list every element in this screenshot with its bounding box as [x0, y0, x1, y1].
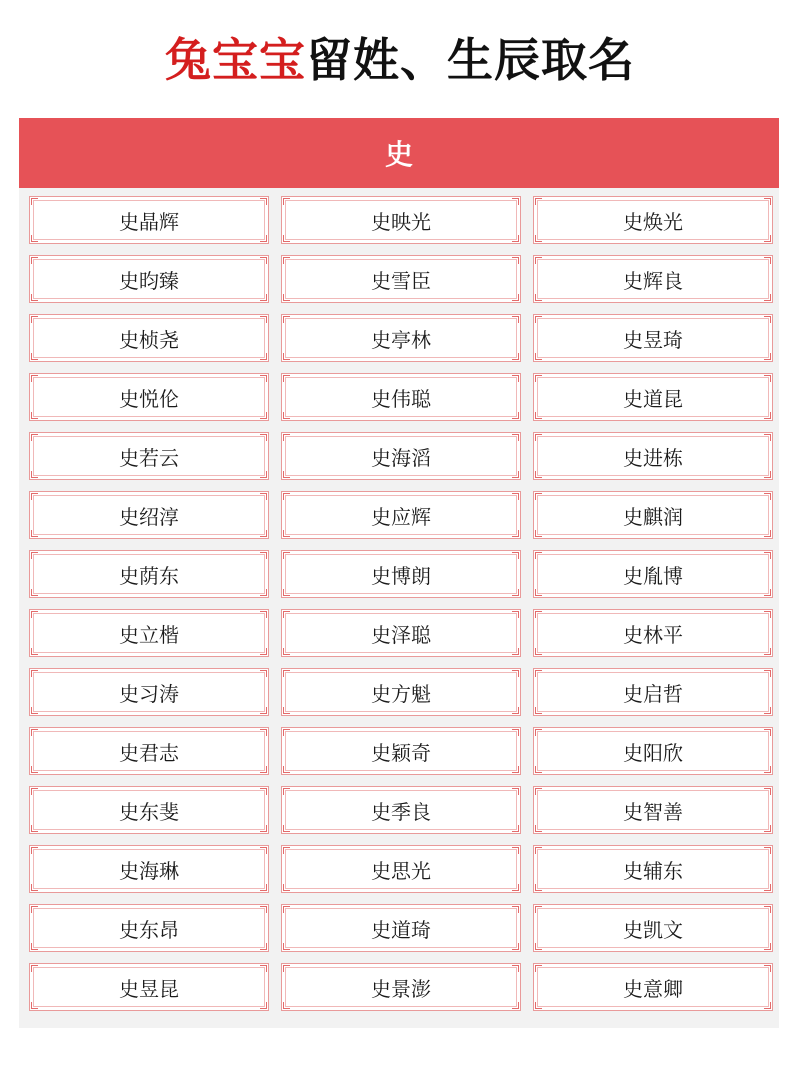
corner-ornament	[535, 375, 542, 382]
corner-ornament	[260, 434, 267, 441]
name-label: 史立楷	[119, 622, 179, 647]
page-title-accent: 兔宝宝	[165, 33, 306, 87]
name-label: 史习涛	[119, 681, 179, 706]
corner-ornament	[764, 589, 771, 596]
name-card	[29, 668, 269, 716]
corner-ornament	[260, 412, 267, 419]
corner-ornament	[512, 965, 519, 972]
name-card	[533, 845, 773, 893]
name-label: 史林平	[623, 622, 683, 647]
corner-ornament	[764, 611, 771, 618]
corner-ornament	[283, 611, 290, 618]
name-card	[29, 314, 269, 362]
corner-ornament	[535, 235, 542, 242]
page-title-rest: 留姓、生辰取名	[306, 33, 635, 87]
corner-ornament	[512, 648, 519, 655]
corner-ornament	[260, 530, 267, 537]
corner-ornament	[260, 943, 267, 950]
corner-ornament	[283, 530, 290, 537]
name-label: 史昱琦	[623, 327, 683, 352]
name-card	[281, 373, 521, 421]
corner-ornament	[260, 707, 267, 714]
corner-ornament	[764, 434, 771, 441]
corner-ornament	[535, 847, 542, 854]
corner-ornament	[535, 906, 542, 913]
corner-ornament	[260, 906, 267, 913]
corner-ornament	[31, 530, 38, 537]
name-card	[29, 432, 269, 480]
corner-ornament	[512, 316, 519, 323]
name-label: 史意卿	[623, 976, 683, 1001]
corner-ornament	[764, 353, 771, 360]
corner-ornament	[764, 316, 771, 323]
corner-ornament	[31, 729, 38, 736]
name-label: 史阳欣	[623, 740, 683, 765]
names-grid	[29, 196, 773, 1011]
name-label: 史东昂	[119, 917, 179, 942]
corner-ornament	[283, 707, 290, 714]
corner-ornament	[31, 235, 38, 242]
name-card	[533, 550, 773, 598]
name-label: 史亭林	[371, 327, 431, 352]
corner-ornament	[31, 552, 38, 559]
corner-ornament	[283, 493, 290, 500]
corner-ornament	[764, 788, 771, 795]
name-card	[533, 491, 773, 539]
name-label: 史昀臻	[119, 268, 179, 293]
corner-ornament	[31, 1002, 38, 1009]
corner-ornament	[512, 788, 519, 795]
corner-ornament	[535, 316, 542, 323]
corner-ornament	[764, 198, 771, 205]
corner-ornament	[260, 375, 267, 382]
corner-ornament	[283, 670, 290, 677]
corner-ornament	[535, 611, 542, 618]
name-label: 史泽聪	[371, 622, 431, 647]
corner-ornament	[512, 1002, 519, 1009]
corner-ornament	[764, 670, 771, 677]
name-label: 史凯文	[623, 917, 683, 942]
name-card	[533, 609, 773, 657]
corner-ornament	[764, 530, 771, 537]
name-label: 史思光	[371, 858, 431, 883]
corner-ornament	[764, 257, 771, 264]
name-label: 史海琳	[119, 858, 179, 883]
corner-ornament	[535, 589, 542, 596]
corner-ornament	[535, 965, 542, 972]
corner-ornament	[764, 847, 771, 854]
corner-ornament	[31, 847, 38, 854]
name-card	[281, 904, 521, 952]
corner-ornament	[535, 766, 542, 773]
corner-ornament	[283, 729, 290, 736]
corner-ornament	[764, 965, 771, 972]
name-label: 史道昆	[623, 386, 683, 411]
corner-ornament	[260, 471, 267, 478]
name-card	[29, 609, 269, 657]
name-card	[533, 963, 773, 1011]
name-card	[533, 668, 773, 716]
name-label: 史道琦	[371, 917, 431, 942]
name-label: 史昱昆	[119, 976, 179, 1001]
corner-ornament	[260, 670, 267, 677]
corner-ornament	[31, 589, 38, 596]
corner-ornament	[535, 412, 542, 419]
name-label: 史应辉	[371, 504, 431, 529]
name-label: 史东斐	[119, 799, 179, 824]
corner-ornament	[31, 198, 38, 205]
corner-ornament	[764, 375, 771, 382]
corner-ornament	[283, 589, 290, 596]
name-label: 史季良	[371, 799, 431, 824]
corner-ornament	[535, 884, 542, 891]
corner-ornament	[764, 1002, 771, 1009]
corner-ornament	[283, 552, 290, 559]
corner-ornament	[283, 906, 290, 913]
corner-ornament	[283, 235, 290, 242]
corner-ornament	[260, 766, 267, 773]
corner-ornament	[535, 943, 542, 950]
name-label: 史焕光	[623, 209, 683, 234]
name-label: 史启哲	[623, 681, 683, 706]
corner-ornament	[283, 434, 290, 441]
name-card	[281, 432, 521, 480]
corner-ornament	[31, 434, 38, 441]
name-label: 史桢尧	[119, 327, 179, 352]
corner-ornament	[283, 375, 290, 382]
name-label: 史智善	[623, 799, 683, 824]
corner-ornament	[31, 825, 38, 832]
corner-ornament	[764, 493, 771, 500]
name-card	[281, 668, 521, 716]
page-title	[0, 28, 800, 92]
corner-ornament	[283, 353, 290, 360]
corner-ornament	[512, 707, 519, 714]
corner-ornament	[535, 707, 542, 714]
corner-ornament	[764, 906, 771, 913]
name-label: 史伟聪	[371, 386, 431, 411]
name-card	[281, 963, 521, 1011]
corner-ornament	[31, 884, 38, 891]
corner-ornament	[31, 471, 38, 478]
corner-ornament	[31, 707, 38, 714]
corner-ornament	[512, 670, 519, 677]
corner-ornament	[283, 471, 290, 478]
corner-ornament	[31, 965, 38, 972]
corner-ornament	[31, 316, 38, 323]
corner-ornament	[535, 257, 542, 264]
corner-ornament	[512, 198, 519, 205]
corner-ornament	[31, 766, 38, 773]
name-card	[281, 727, 521, 775]
corner-ornament	[283, 412, 290, 419]
surname-header: 史	[19, 118, 779, 188]
corner-ornament	[260, 788, 267, 795]
corner-ornament	[512, 906, 519, 913]
corner-ornament	[260, 884, 267, 891]
corner-ornament	[283, 884, 290, 891]
names-panel	[19, 118, 779, 1028]
name-card	[533, 432, 773, 480]
corner-ornament	[260, 729, 267, 736]
name-label: 史颖奇	[371, 740, 431, 765]
corner-ornament	[260, 353, 267, 360]
corner-ornament	[260, 847, 267, 854]
corner-ornament	[764, 471, 771, 478]
corner-ornament	[260, 648, 267, 655]
corner-ornament	[283, 294, 290, 301]
corner-ornament	[283, 943, 290, 950]
corner-ornament	[764, 884, 771, 891]
name-card	[29, 196, 269, 244]
name-card	[29, 963, 269, 1011]
corner-ornament	[283, 316, 290, 323]
name-card	[281, 845, 521, 893]
corner-ornament	[764, 766, 771, 773]
name-card	[533, 904, 773, 952]
name-card	[29, 373, 269, 421]
name-label: 史映光	[371, 209, 431, 234]
corner-ornament	[764, 943, 771, 950]
corner-ornament	[512, 611, 519, 618]
corner-ornament	[535, 434, 542, 441]
corner-ornament	[764, 729, 771, 736]
corner-ornament	[512, 294, 519, 301]
corner-ornament	[31, 294, 38, 301]
corner-ornament	[260, 1002, 267, 1009]
corner-ornament	[535, 552, 542, 559]
corner-ornament	[764, 235, 771, 242]
corner-ornament	[31, 648, 38, 655]
name-card	[281, 314, 521, 362]
name-card	[533, 255, 773, 303]
corner-ornament	[535, 198, 542, 205]
corner-ornament	[260, 198, 267, 205]
name-label: 史悦伦	[119, 386, 179, 411]
corner-ornament	[31, 493, 38, 500]
corner-ornament	[512, 493, 519, 500]
name-label: 史进栋	[623, 445, 683, 470]
corner-ornament	[535, 530, 542, 537]
name-card	[281, 491, 521, 539]
corner-ornament	[535, 1002, 542, 1009]
corner-ornament	[535, 670, 542, 677]
name-label: 史海滔	[371, 445, 431, 470]
corner-ornament	[31, 906, 38, 913]
corner-ornament	[512, 589, 519, 596]
corner-ornament	[283, 257, 290, 264]
corner-ornament	[31, 353, 38, 360]
corner-ornament	[535, 825, 542, 832]
corner-ornament	[764, 707, 771, 714]
corner-ornament	[764, 825, 771, 832]
name-card	[281, 196, 521, 244]
corner-ornament	[512, 884, 519, 891]
corner-ornament	[260, 552, 267, 559]
corner-ornament	[512, 235, 519, 242]
corner-ornament	[535, 729, 542, 736]
name-label: 史景澎	[371, 976, 431, 1001]
corner-ornament	[260, 257, 267, 264]
corner-ornament	[512, 412, 519, 419]
name-label: 史辉良	[623, 268, 683, 293]
corner-ornament	[260, 611, 267, 618]
name-label: 史方魁	[371, 681, 431, 706]
name-label: 史君志	[119, 740, 179, 765]
corner-ornament	[283, 766, 290, 773]
corner-ornament	[512, 530, 519, 537]
corner-ornament	[283, 1002, 290, 1009]
corner-ornament	[260, 294, 267, 301]
corner-ornament	[764, 648, 771, 655]
corner-ornament	[512, 943, 519, 950]
corner-ornament	[512, 847, 519, 854]
corner-ornament	[283, 965, 290, 972]
name-card	[281, 609, 521, 657]
corner-ornament	[512, 434, 519, 441]
corner-ornament	[535, 493, 542, 500]
corner-ornament	[535, 471, 542, 478]
corner-ornament	[260, 493, 267, 500]
corner-ornament	[31, 257, 38, 264]
name-label: 史胤博	[623, 563, 683, 588]
name-card	[29, 845, 269, 893]
corner-ornament	[283, 648, 290, 655]
corner-ornament	[31, 943, 38, 950]
name-label: 史辅东	[623, 858, 683, 883]
name-label: 史麒润	[623, 504, 683, 529]
corner-ornament	[31, 375, 38, 382]
corner-ornament	[260, 589, 267, 596]
corner-ornament	[535, 648, 542, 655]
name-card	[29, 786, 269, 834]
name-card	[281, 550, 521, 598]
corner-ornament	[512, 471, 519, 478]
corner-ornament	[535, 788, 542, 795]
corner-ornament	[31, 412, 38, 419]
name-card	[533, 727, 773, 775]
corner-ornament	[764, 294, 771, 301]
corner-ornament	[512, 353, 519, 360]
corner-ornament	[31, 611, 38, 618]
corner-ornament	[283, 825, 290, 832]
corner-ornament	[31, 670, 38, 677]
corner-ornament	[31, 788, 38, 795]
corner-ornament	[512, 552, 519, 559]
name-card	[533, 786, 773, 834]
name-card	[29, 550, 269, 598]
corner-ornament	[535, 353, 542, 360]
name-card	[533, 373, 773, 421]
corner-ornament	[764, 552, 771, 559]
name-card	[533, 196, 773, 244]
name-card	[29, 255, 269, 303]
name-card	[29, 727, 269, 775]
corner-ornament	[512, 257, 519, 264]
corner-ornament	[512, 375, 519, 382]
corner-ornament	[512, 766, 519, 773]
name-label: 史晶辉	[119, 209, 179, 234]
corner-ornament	[512, 825, 519, 832]
corner-ornament	[764, 412, 771, 419]
corner-ornament	[260, 235, 267, 242]
corner-ornament	[260, 316, 267, 323]
name-card	[281, 255, 521, 303]
corner-ornament	[260, 965, 267, 972]
name-label: 史若云	[119, 445, 179, 470]
name-card	[29, 491, 269, 539]
corner-ornament	[283, 198, 290, 205]
name-card	[29, 904, 269, 952]
corner-ornament	[535, 294, 542, 301]
corner-ornament	[512, 729, 519, 736]
name-label: 史博朗	[371, 563, 431, 588]
name-label: 史荫东	[119, 563, 179, 588]
corner-ornament	[283, 847, 290, 854]
name-card	[281, 786, 521, 834]
name-label: 史雪臣	[371, 268, 431, 293]
name-card	[533, 314, 773, 362]
name-label: 史绍淳	[119, 504, 179, 529]
corner-ornament	[283, 788, 290, 795]
corner-ornament	[260, 825, 267, 832]
